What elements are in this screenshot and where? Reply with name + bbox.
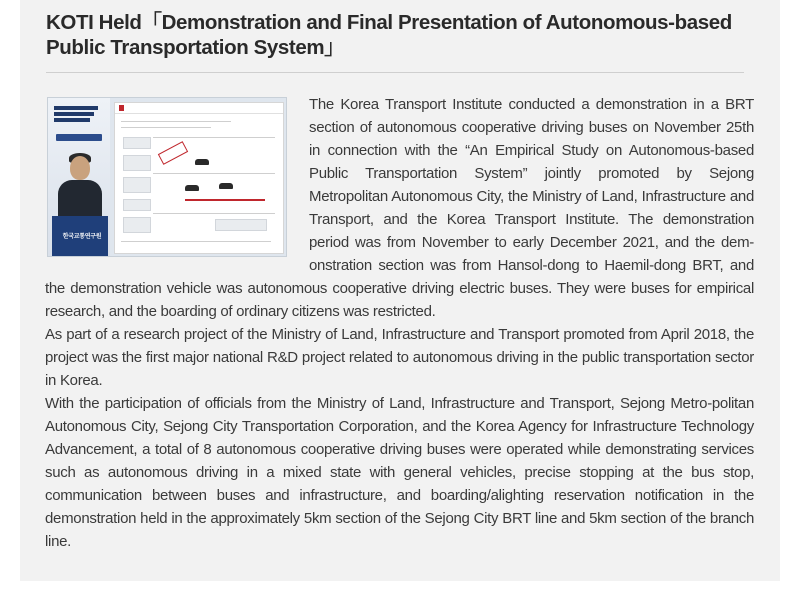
speaker-head xyxy=(70,156,90,180)
slide-cell xyxy=(123,137,151,149)
podium xyxy=(52,216,108,256)
article-body xyxy=(45,93,754,553)
speaker-body xyxy=(58,180,102,220)
slide-text-line xyxy=(121,121,231,122)
car-icon xyxy=(185,185,199,191)
slide-text-line xyxy=(121,241,271,242)
article-card xyxy=(20,0,780,581)
car-icon xyxy=(219,183,233,189)
title-divider xyxy=(46,72,744,73)
slide-arrow xyxy=(185,199,265,201)
slide-cell xyxy=(123,217,151,233)
article-title: KOTI Held「Demonstration and Final Presentation of Autonomous-based Public Transportation System」 xyxy=(46,11,732,59)
slide-text-line xyxy=(121,127,211,128)
presentation-thumbnail xyxy=(47,97,287,257)
car-icon xyxy=(195,159,209,165)
podium-label: 한국교통연구원 xyxy=(62,234,102,240)
slide-cell xyxy=(123,155,151,171)
paragraph-1: The Korea Transport Institute conducted a demonstration in a BRT section of autonomous cooperative driving buses on November 25th in connection with the “An Empirical Study on Autonomous-based Public Transportation System” jointly promoted by Sejong Metropolitan Autonomous City, the Ministry of Land, Infrastructure and Transport, and the Korea Transport Institute. The demonstration period was from November to early December 2021, and the dem-onstration section was from Hansol-dong to Haemil-dong BRT, and the demonstration vehicle was autonomous cooperative driving electric buses. They were buses for empirical research, and the boarding of ordinary citizens was restricted. xyxy=(45,96,754,320)
slide-grid-line xyxy=(153,137,275,138)
slide-grid-line xyxy=(153,213,275,214)
speaker-badge xyxy=(56,134,102,141)
slide-logo-icon xyxy=(119,105,124,111)
speaker-panel xyxy=(48,98,110,256)
slide-header xyxy=(115,103,283,114)
paragraph-2: As part of a research project of the Ministry of Land, Infrastructure and Transport promoted from April 2018, the project was the first major national R&D project related to autonomous driving in the public transportation sector in Korea. xyxy=(45,326,754,389)
paragraph-3: With the participation of officials from the Ministry of Land, Infrastructure and Transport, Sejong Metro-politan Autonomous City, Sejong City Transportation Corporation, and the Korea Agency for Infrastructure Technology Advancement, a total of 8 autonomous cooperative driving buses were operated while demonstrating services such as autonomous driving in a mixed state with general vehicles, precise stopping at the bus stop, communication between buses and infrastructure, and boarding/alighting reservation notification in the demonstration held in the approximately 5km section of the Sejong City BRT line and 5km section of the branch line. xyxy=(45,395,754,550)
slide-cell xyxy=(123,199,151,211)
slide-grid-line xyxy=(153,173,275,174)
slide-stamp xyxy=(158,141,188,165)
speaker-panel-caption xyxy=(54,104,104,124)
presentation-slide xyxy=(114,102,284,254)
slide-cell xyxy=(123,177,151,193)
slide-cell xyxy=(215,219,267,231)
